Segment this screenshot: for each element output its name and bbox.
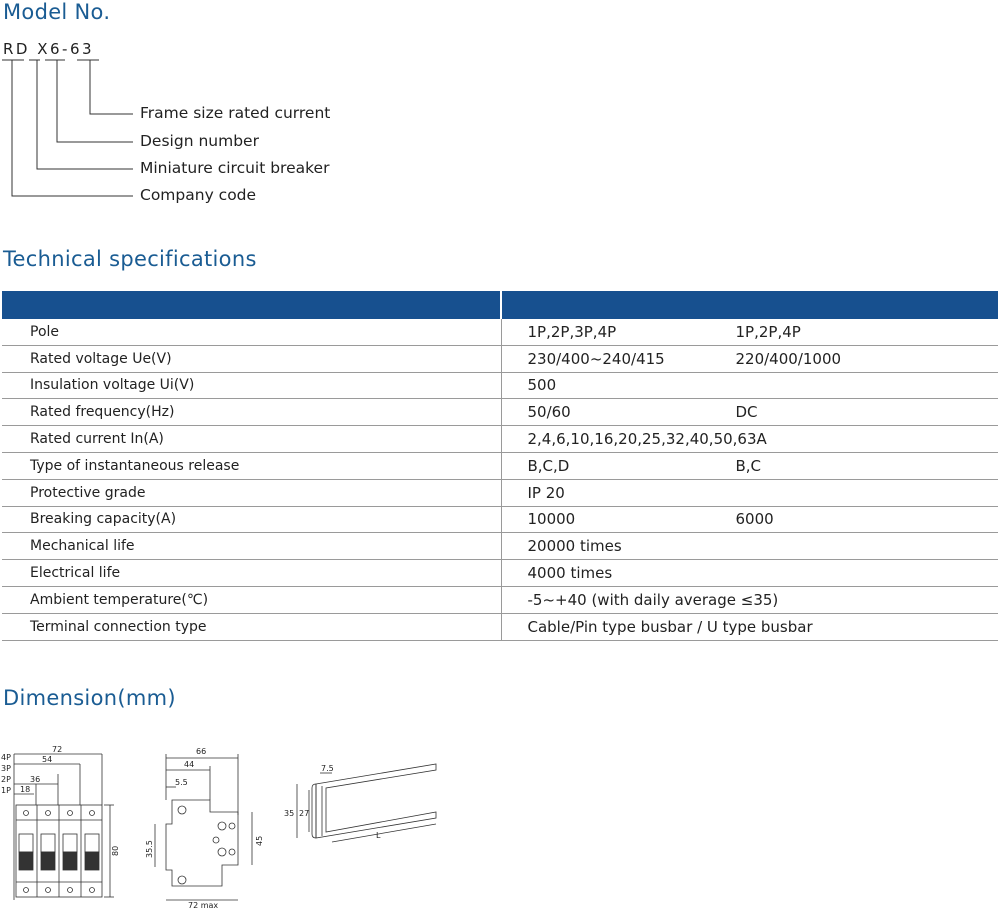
spec-row xyxy=(2,479,998,506)
spec-value-dc: 220/400/1000 xyxy=(708,345,999,372)
spec-value: 4000 times xyxy=(501,560,998,587)
spec-value-ac: 50/60 xyxy=(501,399,708,426)
dimension-drawings xyxy=(0,740,470,911)
spec-header-left xyxy=(2,291,501,319)
spec-value-dc: 6000 xyxy=(708,506,999,533)
spec-value-ac: B,C,D xyxy=(501,452,708,479)
spec-label: Type of instantaneous release xyxy=(2,452,501,479)
spec-label: Ambient temperature(℃) xyxy=(2,586,501,613)
side-offset-5-5: 5.5 xyxy=(175,778,188,787)
spec-value: 500 xyxy=(501,372,998,399)
side-width-72max: 72 max xyxy=(188,901,219,910)
side-width-66: 66 xyxy=(196,747,207,756)
spec-label: Pole xyxy=(2,319,501,345)
spec-label: Rated frequency(Hz) xyxy=(2,399,501,426)
side-view xyxy=(155,754,252,900)
spec-label: Mechanical life xyxy=(2,533,501,560)
front-label-4p: 4P xyxy=(1,753,11,762)
front-label-3p: 3P xyxy=(1,764,11,773)
front-label-1p: 1P xyxy=(1,786,11,795)
spec-label: Rated voltage Ue(V) xyxy=(2,345,501,372)
front-view xyxy=(14,754,114,900)
spec-label: Rated current In(A) xyxy=(2,426,501,453)
front-width-18: 18 xyxy=(20,785,31,794)
spec-row xyxy=(2,372,998,399)
spec-row xyxy=(2,452,998,479)
rail-length-l: L xyxy=(376,831,381,840)
spec-row xyxy=(2,560,998,587)
front-label-2p: 2P xyxy=(1,775,11,784)
rail-height-35: 35 xyxy=(284,809,295,818)
spec-row xyxy=(2,399,998,426)
spec-header-row xyxy=(2,291,998,319)
dimension-heading: Dimension(mm) xyxy=(3,686,176,710)
spec-label: Terminal connection type xyxy=(2,613,501,640)
spec-label: Breaking capacity(A) xyxy=(2,506,501,533)
spec-row xyxy=(2,533,998,560)
spec-value: Cable/Pin type busbar / U type busbar xyxy=(501,613,998,640)
legend-company-code: Company code xyxy=(140,186,257,204)
model-connector-lines xyxy=(0,0,140,210)
spec-header-right xyxy=(501,291,998,319)
side-height-35-5: 35.5 xyxy=(145,840,154,858)
front-width-36: 36 xyxy=(30,775,41,784)
din-rail xyxy=(297,764,436,842)
spec-value-ac: 1P,2P,3P,4P xyxy=(501,319,708,345)
spec-value: 20000 times xyxy=(501,533,998,560)
spec-label: Electrical life xyxy=(2,560,501,587)
rail-lip-7-5: 7.5 xyxy=(321,764,334,773)
spec-value: IP 20 xyxy=(501,479,998,506)
spec-value: 2,4,6,10,16,20,25,32,40,50,63A xyxy=(501,426,998,453)
legend-design-number: Design number xyxy=(140,132,259,150)
spec-value-ac: 230/400~240/415 xyxy=(501,345,708,372)
model-code: RD X6-63 xyxy=(3,40,95,58)
front-width-54: 54 xyxy=(42,755,53,764)
side-height-45: 45 xyxy=(255,835,264,846)
model-heading: Model No. xyxy=(3,0,111,24)
front-height-80: 80 xyxy=(111,845,120,856)
legend-mcb: Miniature circuit breaker xyxy=(140,159,330,177)
spec-row xyxy=(2,586,998,613)
spec-row xyxy=(2,319,998,345)
spec-row xyxy=(2,613,998,640)
spec-row xyxy=(2,506,998,533)
spec-value-dc: B,C xyxy=(708,452,999,479)
rail-height-27: 27 xyxy=(299,809,310,818)
spec-row xyxy=(2,345,998,372)
spec-label: Protective grade xyxy=(2,479,501,506)
legend-frame-size: Frame size rated current xyxy=(140,104,331,122)
spec-row xyxy=(2,426,998,453)
front-width-72: 72 xyxy=(52,745,63,754)
side-width-44: 44 xyxy=(184,760,195,769)
spec-value-dc: DC xyxy=(708,399,999,426)
spec-value-ac: 10000 xyxy=(501,506,708,533)
spec-value: -5~+40 (with daily average ≤35) xyxy=(501,586,998,613)
spec-table xyxy=(2,291,998,641)
spec-value-dc: 1P,2P,4P xyxy=(708,319,999,345)
spec-label: Insulation voltage Ui(V) xyxy=(2,372,501,399)
tech-heading: Technical specifications xyxy=(3,247,257,271)
